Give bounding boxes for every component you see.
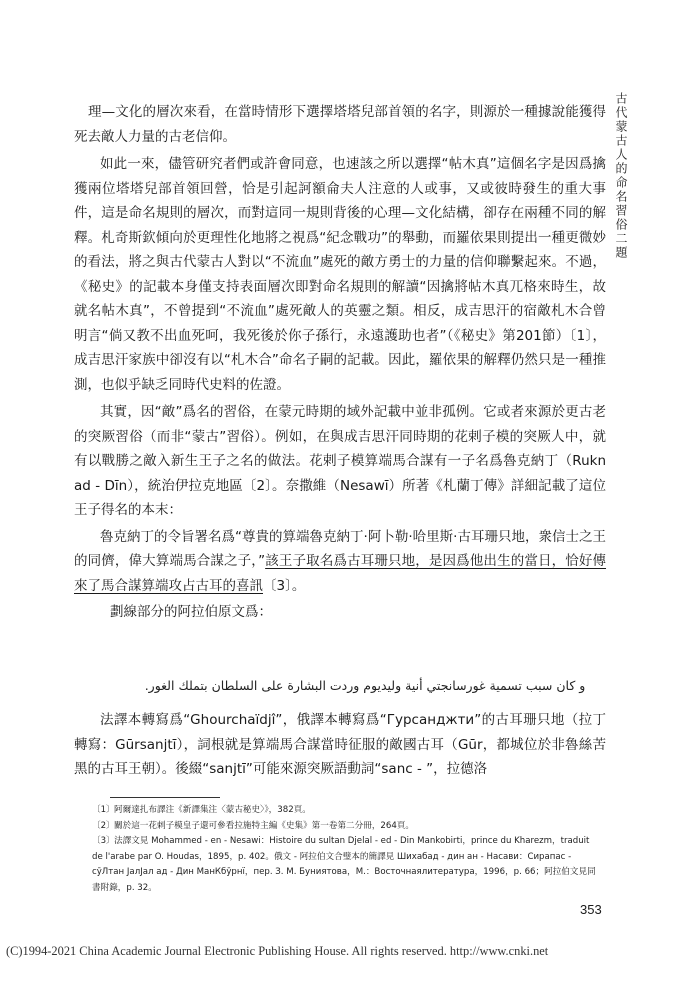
paragraph-1: 理—文化的層次來看，在當時情形下選擇塔塔兒部首領的名字，則源於一種據說能獲得死去敵人力量的古老信仰。: [74, 104, 606, 145]
quote-footnote-ref: 〔3〕。: [263, 577, 306, 594]
footnote-text: 法譯文見 Mohammed - en - Nesawi：Histoire du sultan Djelal - ed - Din Mankobirti，prince du Kharezm，traduit de l'arabe par O. Houdas，1895，p. 402。俄文 - 阿拉伯文合璧本的簡譯見 Шихабад - дин ан - Насави：Сирапас - сӯЛтан ЈалЈал ад - Дин МанКбӯрнї，пер. З. М. Буниятова，М.：Восточнаялитература，1996，p. 66；阿拉伯文見同書附錄，p. 32。: [92, 836, 596, 893]
footnote-marker: 〔2〕: [92, 820, 115, 831]
footnote-text: 阿爾達扎布譯注《新譯集注〈蒙古秘史〉》，382頁。: [114, 805, 311, 815]
footnote-1: [92, 803, 602, 819]
arabic-label: 劃線部分的阿拉伯原文爲：: [110, 604, 272, 620]
paragraph-2: 如此一來，儘管研究者們或許會同意，也速該之所以選擇“帖木真”這個名字是因爲擒獲兩位塔塔兒部首領回營，恰是引起訶額侖夫人注意的人或事，又或彼時發生的重大事件，這是命名規則的層次，而對這同一規則背後的心理—文化結構，卻存在兩種不同的解釋。札奇斯欽傾向於更理性化地將之視爲“紀念戰功”的舉動，而羅依果則提出一種更微妙的看法，將之與古代蒙古人對以“不流血”處死的敵方勇士的力量的信仰聯繫起來。不過，《秘史》的記載本身僅支持表面層次即對命名規則的解讀“因擒將帖木真兀格來時生，故就名帖木真”，不曾提到“不流血”處死敵人的英靈之類。相反，成吉思汗的宿敵札木合曾明言“倘又教不出血死呵，我死後於你子孫行，永遠護助也者”（《秘史》第201節）〔1〕，成吉思汗家族中卻沒有以“札木合”命名子嗣的記載。因此，羅依果的解釋仍然只是一種推測，也似乎缺乏同時代史料的佐證。: [74, 156, 606, 393]
block-quote: [74, 525, 606, 599]
quote-underlined-text: 該王子取名爲古耳珊只地，是因爲他出生的當日，恰好傳來了馬合謀算端攻占古耳的喜訊: [74, 553, 607, 594]
footnotes: [92, 803, 602, 896]
arabic-original-text: و كان سبب تسمية غورسانجتي أنية وليديوم وردت البشارة على السلطان بتملك الغور.: [144, 678, 586, 693]
running-header: 古代蒙古人的命名習俗二題: [614, 92, 628, 260]
footnote-3: [92, 834, 602, 896]
footnote-marker: 〔1〕: [92, 805, 115, 815]
footnote-text: 關於這一花剌子模皇子還可參看拉施特主編《史集》第一卷第二分冊，264頁。: [114, 820, 414, 831]
paragraph-4: 法譯本轉寫爲“Ghourchaïdjî”，俄譯本轉寫爲“Гурсанджти”的古耳珊只地（拉丁轉寫：Gūrsanjtī），詞根就是算端馬合謀當時征服的敵國古耳（Gūr，都城位於非魯絲苦黑的古耳王朝）。後綴“sanjtī”可能來源突厥語動詞“sanc - ”，拉德洛: [74, 712, 606, 777]
footnote-rule: [110, 797, 220, 798]
footnote-marker: 〔3〕: [92, 836, 115, 846]
main-text-continued: [74, 708, 606, 782]
main-text: [74, 100, 606, 625]
page-number: 353: [580, 902, 602, 917]
quote-text: 魯克納丁的令旨署名爲“尊貴的算端魯克納丁·阿卜勒·哈里斯·古耳珊只地，衆信士之王的同儕，偉大算端馬合謀之子，”: [74, 528, 606, 569]
paragraph-3: 其實，因“敵”爲名的習俗，在蒙元時期的域外記載中並非孤例。它或者來源於更古老的突厥習俗（而非“蒙古”習俗）。例如，在與成吉思汗同時期的花剌子模的突厥人中，就有以戰勝之敵入新生王子之名的做法。花剌子模算端馬合謀有一子名爲魯克納丁（Rukn ad - Dīn），統治伊拉克地區〔2〕。奈撒維（Nesawī）所著《札蘭丁傳》詳細記載了這位王子得名的本末：: [74, 404, 606, 518]
footnote-2: [92, 819, 602, 835]
copyright-footer: (C)1994-2021 China Academic Journal Electronic Publishing House. All rights reserved. http://www.cnki.net: [6, 944, 549, 958]
